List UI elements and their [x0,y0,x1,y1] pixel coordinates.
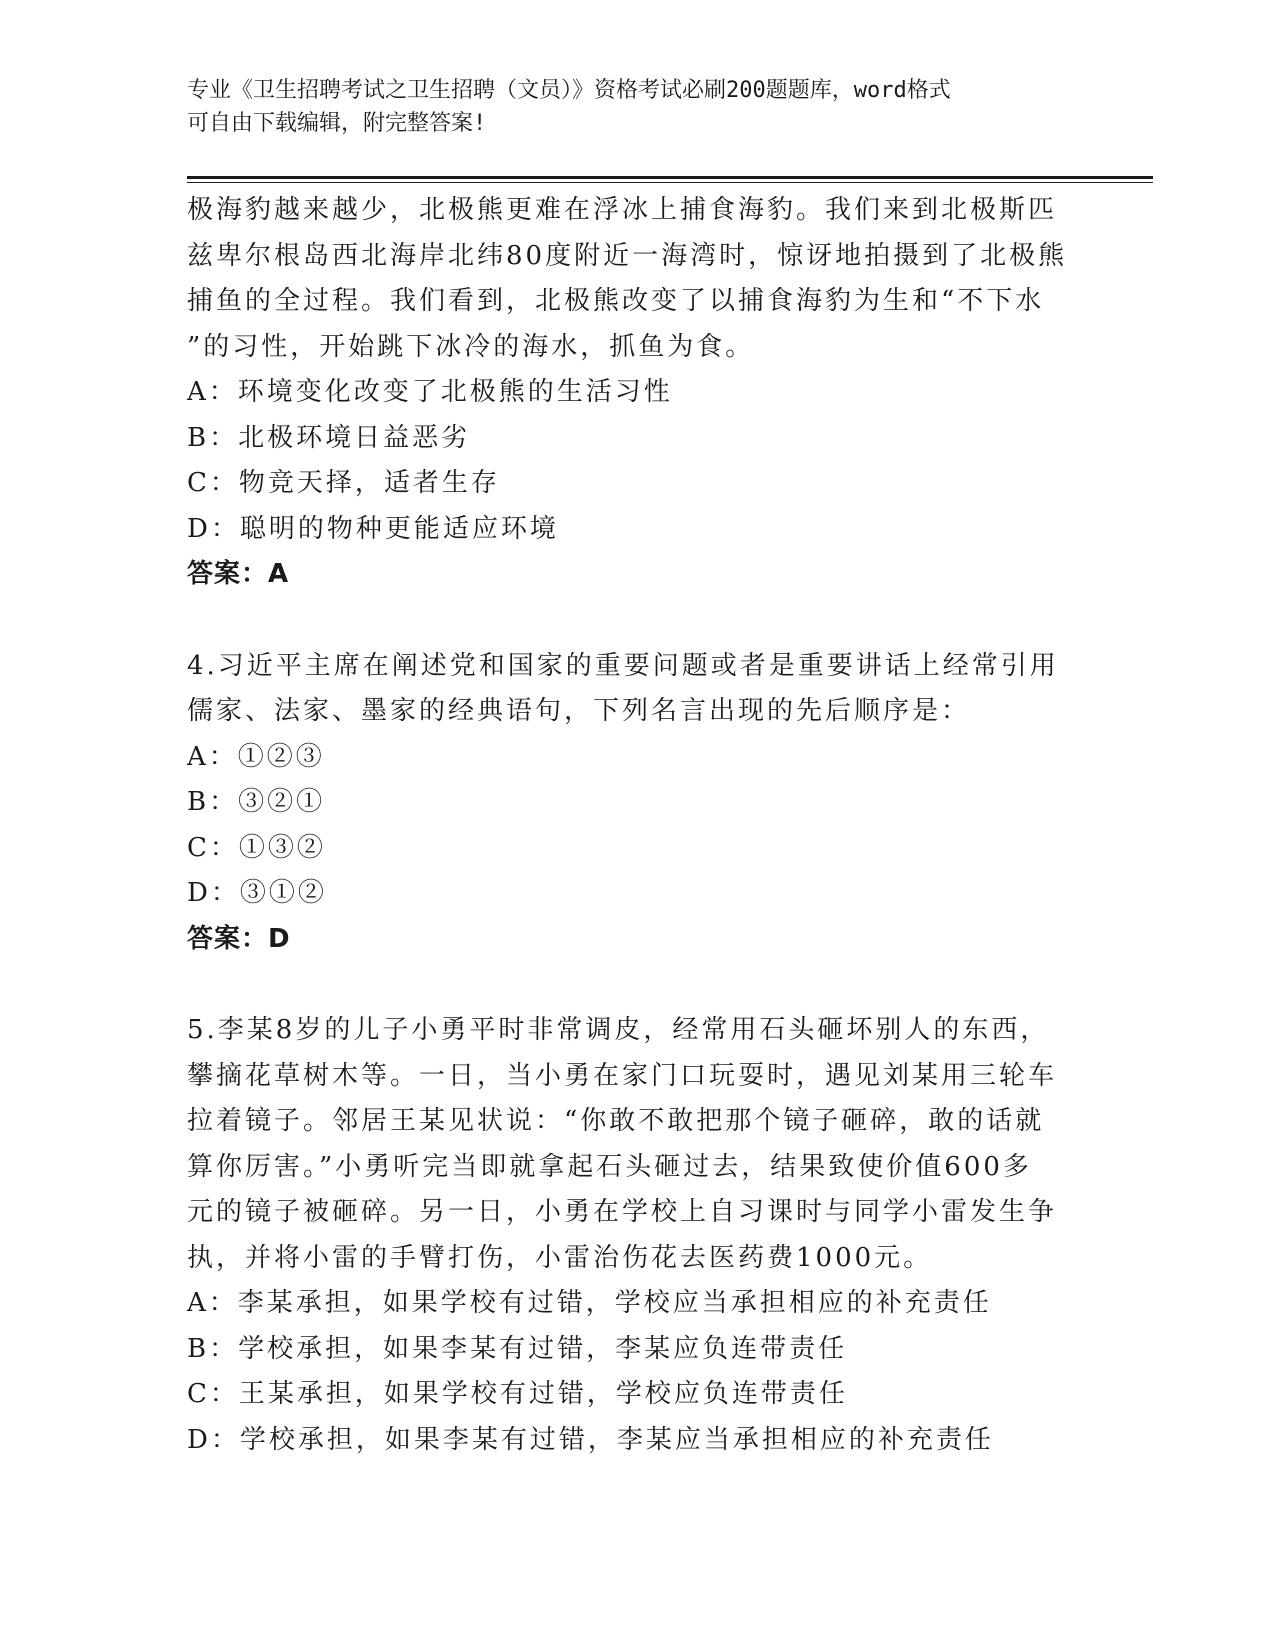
header-line-1: 专业《卫生招聘考试之卫生招聘（文员）》资格考试必刷200题题库，word格式 [187,78,951,103]
q5-stem-line: 元的镜子被砸碎。另一日，小勇在学校上自习课时与同学小雷发生争 [187,1197,1058,1227]
q4-stem-line: 儒家、法家、墨家的经典语句，下列名言出现的先后顺序是： [187,696,971,726]
q3-option-b: B：北极环境日益恶劣 [187,422,471,453]
header-rule-thick [187,176,1153,179]
q5-option-d: D：学校承担，如果李某有过错，李某应当承担相应的补充责任 [187,1424,994,1455]
q5-option-b: B：学校承担，如果李某有过错，李某应负连带责任 [187,1333,848,1364]
q3-answer: 答案：A [187,559,290,589]
question-4 [187,644,1087,963]
q4-option-a: A：①②③ [187,741,325,772]
q4-option-d: D：③①② [187,878,327,908]
q3-option-d: D：聪明的物种更能适应环境 [187,513,559,544]
document-body [187,188,1087,1463]
question-5 [187,1008,1087,1463]
page-header [187,74,1087,140]
q5-stem-line: 拉着镜子。邻居王某见状说：“你敢不敢把那个镜子砸碎，敢的话就 [187,1106,1045,1136]
q3-stem-line: 捕鱼的全过程。我们看到，北极熊改变了以捕食海豹为生和“不下水 [187,286,1045,316]
q3-stem-line: ”的习性，开始跳下冰冷的海水，抓鱼为食。 [187,331,755,362]
q3-option-c: C：物竞天择，适者生存 [187,468,500,498]
q4-stem-line: 4.习近平主席在阐述党和国家的重要问题或者是重要讲话上经常引用 [187,650,1059,681]
q5-stem-line: 执，并将小雷的手臂打伤，小雷治伤花去医药费1000元。 [187,1242,933,1273]
q5-option-a: A：李某承担，如果学校有过错，学校应当承担相应的补充责任 [187,1288,992,1318]
q5-option-c: C：王某承担，如果学校有过错，学校应负连带责任 [187,1379,848,1409]
q3-option-a: A：环境变化改变了北极熊的生活习性 [187,377,673,407]
q4-option-c: C：①③② [187,832,326,863]
q4-option-b: B：③②① [187,787,326,817]
header-line-2: 可自由下载编辑，附完整答案! [187,111,487,136]
spacer [187,962,1087,1008]
question-3 [187,188,1087,598]
q3-stem-line: 极海豹越来越少，北极熊更难在浮冰上捕食海豹。我们来到北极斯匹 [187,195,1058,225]
spacer [187,598,1087,644]
q5-stem-line: 攀摘花草树木等。一日，当小勇在家门口玩耍时，遇见刘某用三轮车 [187,1060,1058,1091]
q5-stem-line: 5.李某8岁的儿子小勇平时非常调皮，经常用石头砸坏别人的东西， [187,1015,1050,1045]
q5-stem-line: 算你厉害。”小勇听完当即就拿起石头砸过去，结果致使价值600多 [187,1151,1032,1182]
q3-stem-line: 兹卑尔根岛西北海岸北纬80度附近一海湾时，惊讶地拍摄到了北极熊 [187,240,1068,271]
header-rule-thin [187,182,1153,183]
q4-answer: 答案：D [187,923,291,954]
